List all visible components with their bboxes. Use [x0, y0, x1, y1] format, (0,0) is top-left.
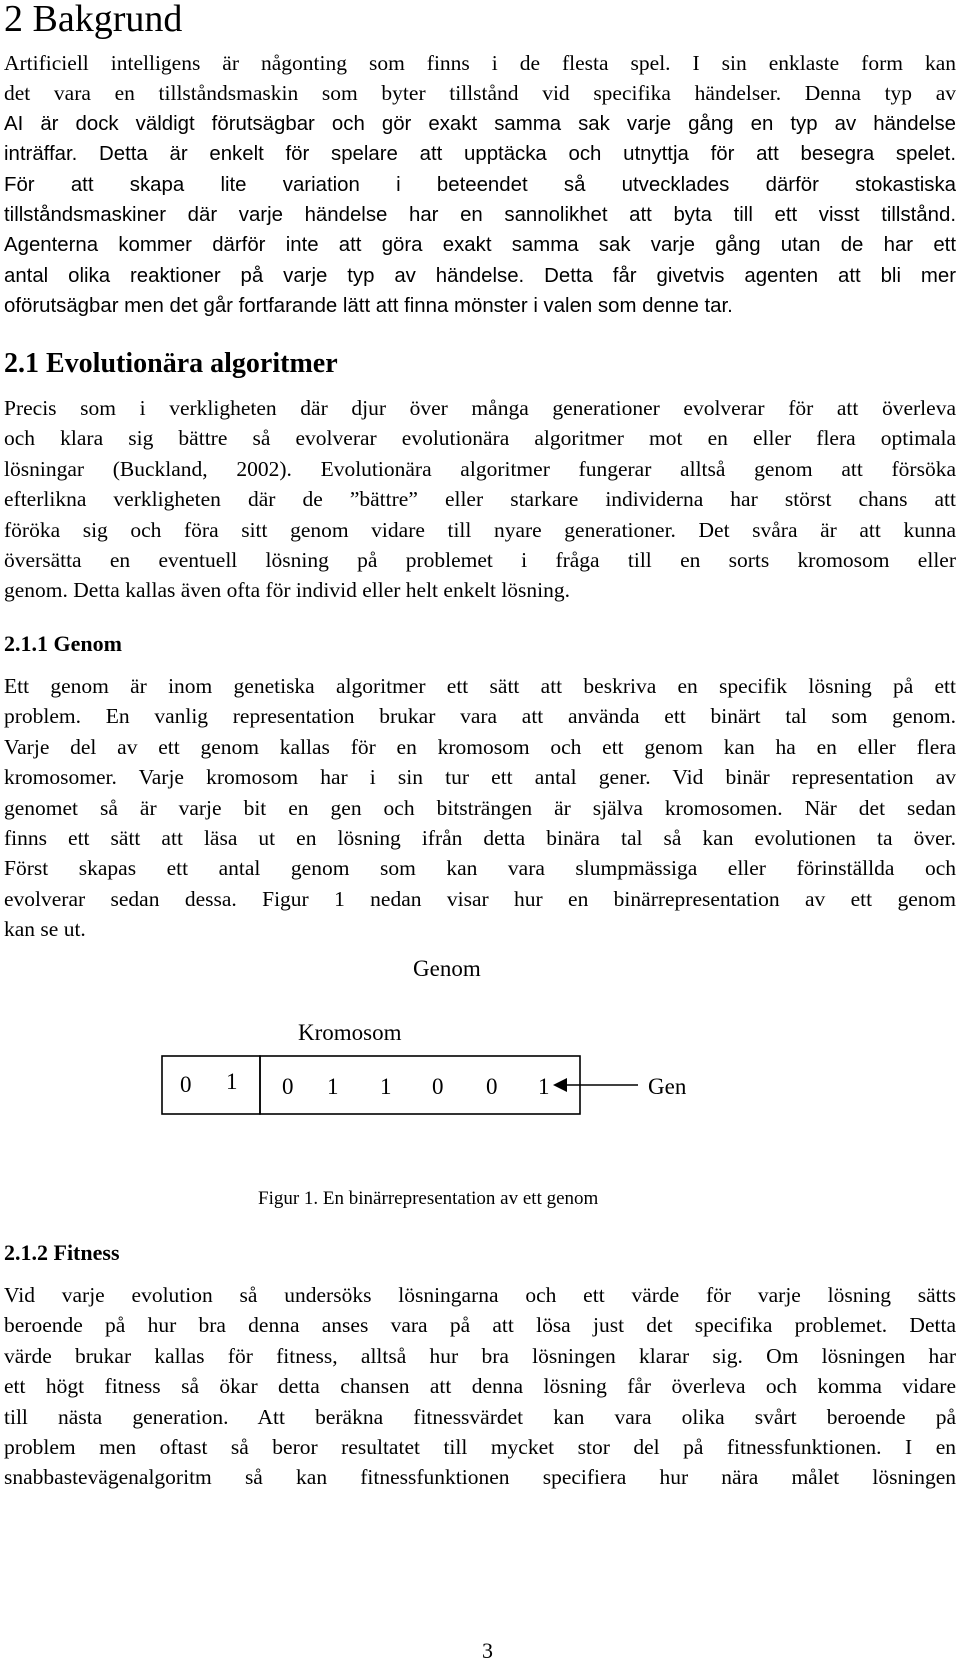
paragraph-line: genomet så är varje bit en gen och bitsträngen är själva kromosomen. När det sedan	[4, 795, 956, 820]
paragraph-line: tillståndsmaskiner där varje händelse har en sannolikhet att byta till ett visst tillstånd.	[4, 204, 956, 227]
paragraph-line: finns ett sätt att läsa ut en lösning ifrån detta binära tal så kan evolutionen ta över.	[4, 826, 956, 851]
paragraph-line: det vara en tillståndsmaskin som byter tillstånd vid specifika händelser. Denna typ av	[4, 81, 956, 106]
paragraph-line: evolverar sedan dessa. Figur 1 nedan visar hur en binärrepresentation av ett genom	[4, 886, 956, 911]
bit: 1	[327, 1074, 339, 1099]
gen-label: Gen	[648, 1074, 687, 1099]
fitness-heading: 2.1.2 Fitness	[4, 1240, 120, 1265]
genom-paragraph	[4, 671, 956, 945]
kromosom-label: Kromosom	[298, 1020, 402, 1045]
subsection-heading: 2.1 Evolutionära algoritmer	[4, 348, 338, 379]
bit: 0	[432, 1074, 444, 1099]
paragraph-line: problem men oftast så beror resultatet till mycket stor del på fitnessfunktionen. I en	[4, 1435, 956, 1460]
fitness-paragraph	[4, 1280, 956, 1493]
section-heading: 2 Bakgrund	[4, 0, 183, 40]
bit: 0	[282, 1074, 294, 1099]
paragraph-line: föröka sig och föra sitt genom vidare till nyare generationer. Det svåra är att kunna	[4, 517, 956, 542]
paragraph-line: efterlikna verkligheten där de ”bättre” eller starkare individerna har störst chans att	[4, 487, 956, 512]
paragraph-line: kan se ut.	[4, 917, 86, 942]
bit: 1	[538, 1074, 550, 1099]
figure-genome	[0, 940, 960, 1220]
chromosome-box-2	[260, 1056, 580, 1114]
genom-heading: 2.1.1 Genom	[4, 631, 122, 656]
paragraph-line: AI är dock väldigt förutsägbar och gör exakt samma sak varje gång en typ av händelse	[4, 112, 956, 135]
page-number: 3	[482, 1638, 493, 1663]
paragraph-line: Först skapas ett antal genom som kan vara slumpmässiga eller förinställda och	[4, 856, 956, 881]
bit: 1	[380, 1074, 392, 1099]
paragraph-line: För att skapa lite variation i beteendet så utvecklades därför stokastiska	[4, 173, 956, 196]
paragraph-line: översätta en eventuell lösning på problemet i fråga till en sorts kromosom eller	[4, 548, 956, 573]
paragraph-line: Artificiell intelligens är någonting som finns i de flesta spel. I sin enklaste form kan	[4, 51, 956, 75]
paragraph-line: värde brukar kallas för fitness, alltså hur bra lösningen klarar sig. Om lösningen har	[4, 1343, 956, 1368]
genome-diagram	[0, 940, 960, 1220]
paragraph-line: och klara sig bättre så evolverar evolutionära algoritmer mot en eller flera optimala	[4, 426, 956, 451]
gen-arrow-head	[553, 1078, 567, 1092]
evolution-paragraph	[4, 393, 956, 606]
paragraph-line: kromosomer. Varje kromosom har i sin tur ett antal gener. Vid binär representation av	[4, 765, 956, 790]
intro-paragraph	[4, 48, 956, 322]
paragraph-line: Agenterna kommer därför inte att göra exakt samma sak varje gång utan de har ett	[4, 234, 956, 257]
paragraph-line: genom. Detta kallas även ofta för individ eller helt enkelt lösning.	[4, 578, 571, 603]
paragraph-line: Varje del av ett genom kallas för en kromosom och ett genom kan ha en eller flera	[4, 734, 956, 759]
paragraph-line: oförutsägbar men det går fortfarande lätt att finna mönster i valen som denne tar.	[4, 295, 733, 318]
paragraph-line: beroende på hur bra denna anses vara på att lösa just det specifika problemet. Detta	[4, 1313, 956, 1338]
figure-caption: Figur 1. En binärrepresentation av ett genom	[258, 1188, 599, 1209]
bit: 1	[226, 1069, 238, 1094]
paragraph-line: Ett genom är inom genetiska algoritmer ett sätt att beskriva en specifik lösning på ett	[4, 674, 956, 698]
paragraph-line: till nästa generation. Att beräkna fitnessvärdet kan vara olika svårt beroende på	[4, 1404, 956, 1429]
paragraph-line: antal olika reaktioner på varje typ av händelse. Detta får givetvis agenten att bli mer	[4, 264, 956, 287]
bit: 0	[180, 1072, 192, 1097]
bit: 0	[486, 1074, 498, 1099]
paragraph-line: snabbastevägenalgoritm så kan fitnessfunktionen specifiera hur nära målet lösningen	[4, 1465, 956, 1490]
genom-label: Genom	[413, 956, 481, 981]
paragraph-line: Vid varje evolution så undersöks lösningarna och ett värde för varje lösning sätts	[4, 1283, 956, 1307]
paragraph-line: inträffar. Detta är enkelt för spelare att upptäcka och utnyttja för att besegra spelet.	[4, 143, 956, 166]
paragraph-line: lösningar (Buckland, 2002). Evolutionära algoritmer fungerar alltså genom att försöka	[4, 456, 956, 481]
paragraph-line: ett högt fitness så ökar detta chansen att denna lösning får överleva och komma vidare	[4, 1374, 956, 1399]
chromosome-box-1	[162, 1056, 260, 1114]
paragraph-line: problem. En vanlig representation brukar vara att använda ett binärt tal som genom.	[4, 704, 956, 729]
paragraph-line: Precis som i verkligheten där djur över många generationer evolverar för att överleva	[4, 396, 956, 420]
